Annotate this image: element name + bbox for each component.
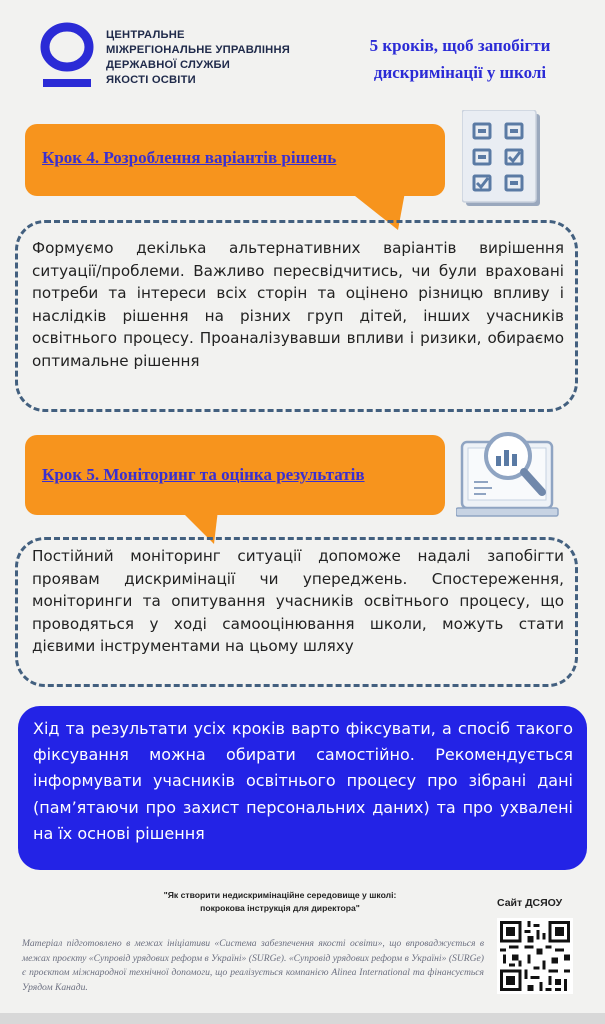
- site-label: Сайт ДСЯОУ: [497, 897, 563, 909]
- summary-text: Хід та результати усіх кроків варто фіксувати, а спосіб такого фіксування можна обирати самостійно. Рекомендується інформувати учасників освітнього процесу про зібрані дані (пам’ятаючи про захист персональних даних) та про ухвалені на їх основі рішення: [33, 719, 573, 843]
- org-name-line: ЯКОСТІ ОСВІТИ: [106, 74, 196, 86]
- org-name-line: МІЖРЕГІОНАЛЬНЕ УПРАВЛІННЯ: [106, 44, 290, 56]
- org-name-line: ДЕРЖАВНОЇ СЛУЖБИ: [106, 59, 230, 71]
- step5-text: Постійний моніторинг ситуації допоможе надалі запобігти проявам дискримінації чи упереджень. Спостереження, моніторинги та опитування учасників освітнього процесу, що проводяться у ході самооцінювання школи, можуть стати дієвими інструментами на цьому шляху: [32, 547, 564, 655]
- qr-code-icon[interactable]: [497, 918, 573, 994]
- logo-icon: [38, 22, 96, 88]
- source-title-line: "Як створити недискримінаційне середовище у школі:: [163, 890, 397, 900]
- document-title: [342, 32, 578, 86]
- disclaimer-text: Матеріал підготовлено в межах ініціативи «Система забезпечення якості освіти», що впроваджується в межах проєкту «Супровід урядових реформ в Україні» (SURGe). «Супровід урядових реформ в Україні» (SURGe) є проєктом міжнародної технічної допомоги, що реалізується компанією Alinea International та фінансується Урядом Канади.: [22, 938, 484, 993]
- source-title: [140, 889, 420, 915]
- step4-text: Формуємо декілька альтернативних варіантів вирішення ситуації/проблеми. Важливо пересвідчитись, чи були враховані потреби та інтереси всіх сторін та оцінено різницю впливу і наслідків рішення на різних груп дітей, інших учасників освітнього процесу. Проаналізувавши впливи і ризики, обираємо оптимальне рішення: [32, 239, 564, 370]
- org-name-line: ЦЕНТРАЛЬНЕ: [106, 29, 185, 41]
- title-line: дискримінації у школі: [373, 63, 547, 82]
- checklist-icon: [462, 110, 542, 208]
- monitor-analytics-icon: [456, 426, 566, 526]
- source-title-line: покрокова інструкція для директора": [200, 903, 360, 913]
- bottom-bar: [0, 1013, 605, 1024]
- org-name: [106, 28, 336, 88]
- title-line: 5 кроків, щоб запобігти: [369, 36, 551, 55]
- step5-label: Крок 5. Моніторинг та оцінка результатів: [42, 465, 365, 484]
- step4-label: Крок 4. Розроблення варіантів рішень: [42, 148, 337, 167]
